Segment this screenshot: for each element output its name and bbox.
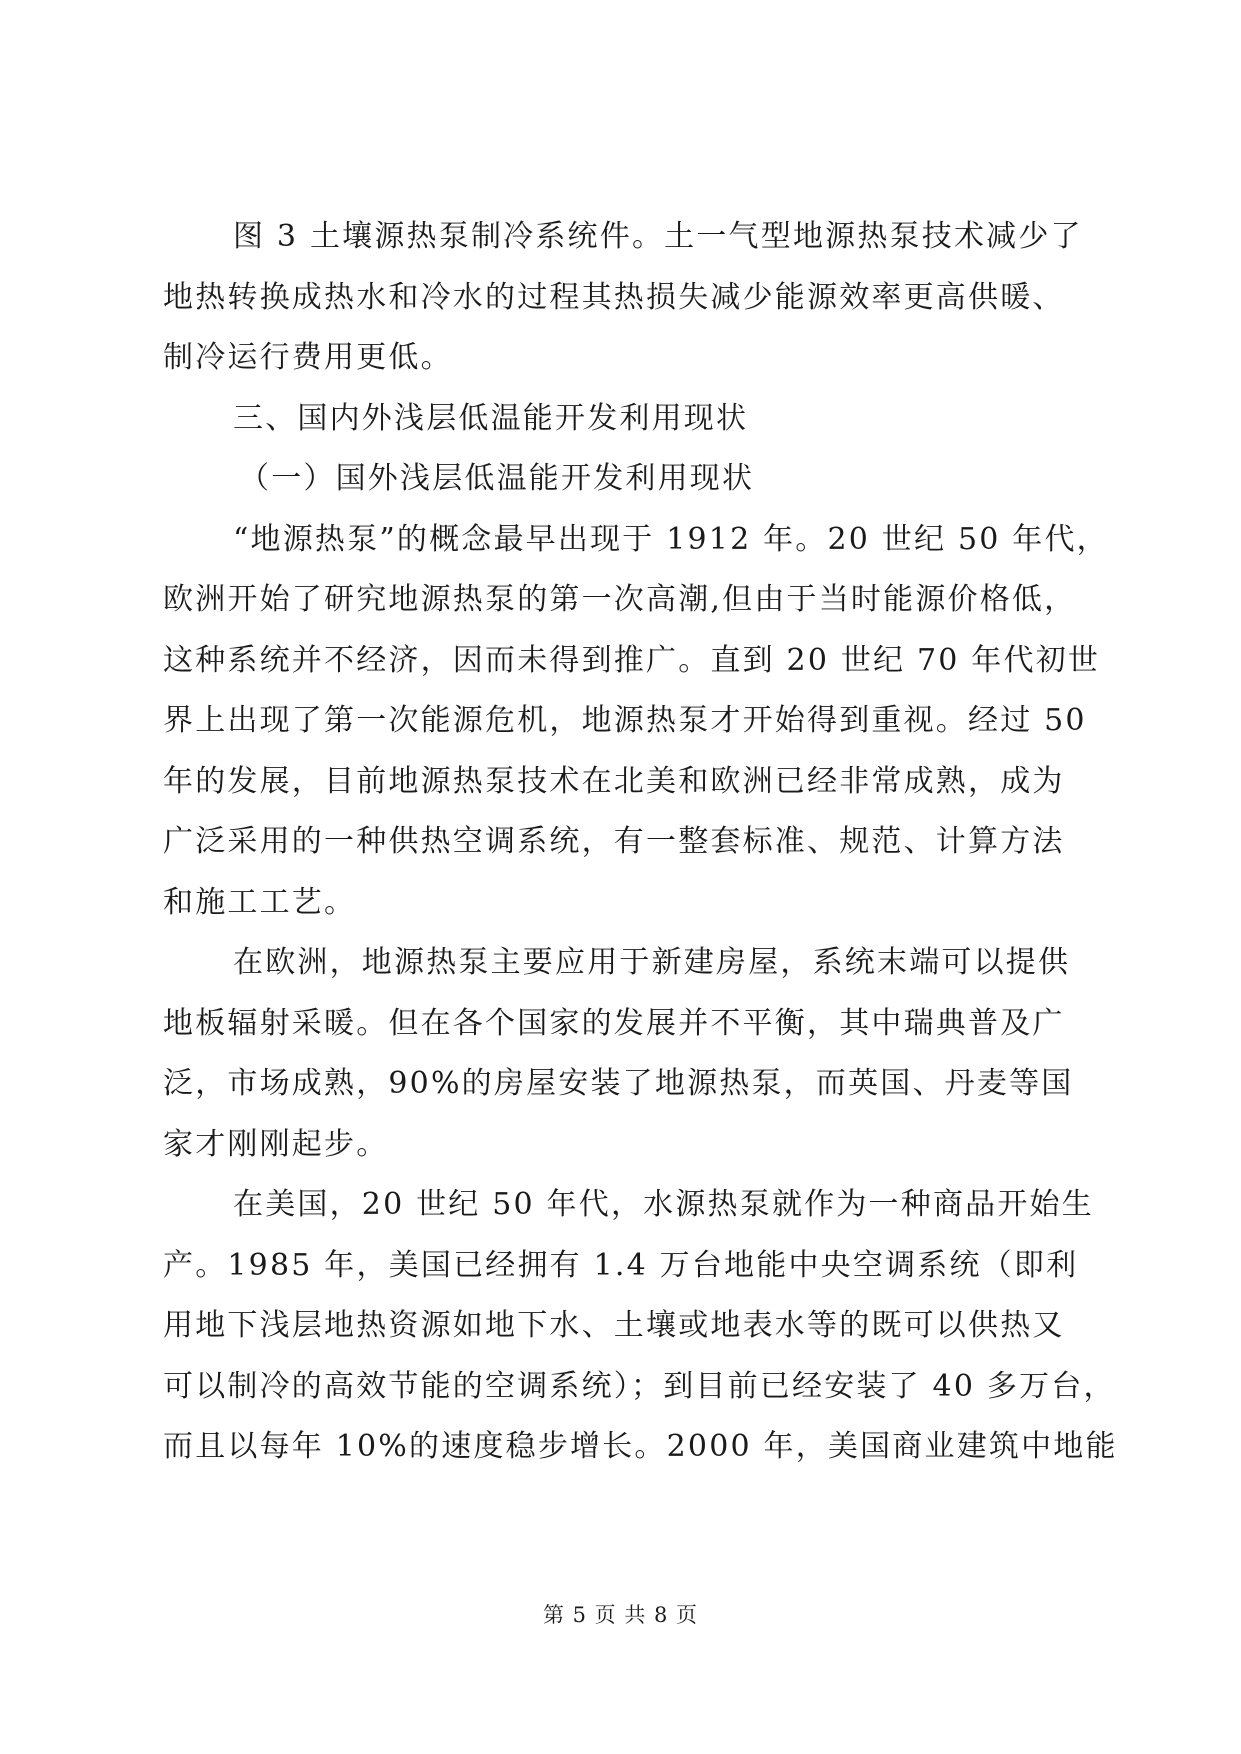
paragraph-line: “地源热泵”的概念最早出现于 1912 年。20 世纪 50 年代， [233,521,1109,557]
paragraph-line: 家才刚刚起步。 [163,1126,389,1162]
paragraph-line: 地板辐射采暖。但在各个国家的发展并不平衡，其中瑞典普及广 [163,1005,1065,1041]
paragraph-line: 在美国，20 世纪 50 年代，水源热泵就作为一种商品开始生 [233,1187,1094,1222]
paragraph-line: 欧洲开始了研究地源热泵的第一次高潮,但由于当时能源价格低， [163,582,1077,617]
paragraph-line: 和施工工艺。 [163,884,357,920]
paragraph-line: 在欧洲，地源热泵主要应用于新建房屋，系统末端可以提供 [233,945,1071,980]
paragraph-line: 制冷运行费用更低。 [163,340,453,375]
page-number-footer: 第 5 页 共 8 页 [542,1603,699,1627]
document-body [163,219,1118,1493]
paragraph-line: 年的发展，目前地源热泵技术在北美和欧洲已经非常成熟，成为 [163,763,1065,799]
paragraph-line: 泛，市场成熟，90%的房屋安装了地源热泵，而英国、丹麦等国 [163,1066,1074,1101]
paragraph-line: 界上出现了第一次能源危机，地源热泵才开始得到重视。经过 50 [163,703,1087,738]
paragraph-line: 广泛采用的一种供热空调系统，有一整套标准、规范、计算方法 [163,824,1065,859]
paragraph-line: 产。1985 年，美国已经拥有 1.4 万台地能中央空调系统（即利 [163,1247,1079,1283]
paragraph-line: 图 3 土壤源热泵制冷系统件。土一气型地源热泵技术减少了 [233,219,1083,254]
section-heading: 三、国内外浅层低温能开发利用现状 [233,400,749,436]
paragraph-line: 可以制冷的高效节能的空调系统）；到目前已经安装了 40 多万台， [163,1368,1116,1404]
subsection-heading: （一）国外浅层低温能开发利用现状 [239,461,755,496]
paragraph-line: 而且以每年 10%的速度稳步增长。2000 年，美国商业建筑中地能 [163,1429,1118,1464]
paragraph-line: 这种系统并不经济，因而未得到推广。直到 20 世纪 70 年代初世 [163,642,1101,678]
paragraph-line: 地热转换成热水和冷水的过程其热损失减少能源效率更高供暖、 [163,279,1065,315]
paragraph-line: 用地下浅层地热资源如地下水、土壤或地表水等的既可以供热又 [163,1308,1065,1343]
